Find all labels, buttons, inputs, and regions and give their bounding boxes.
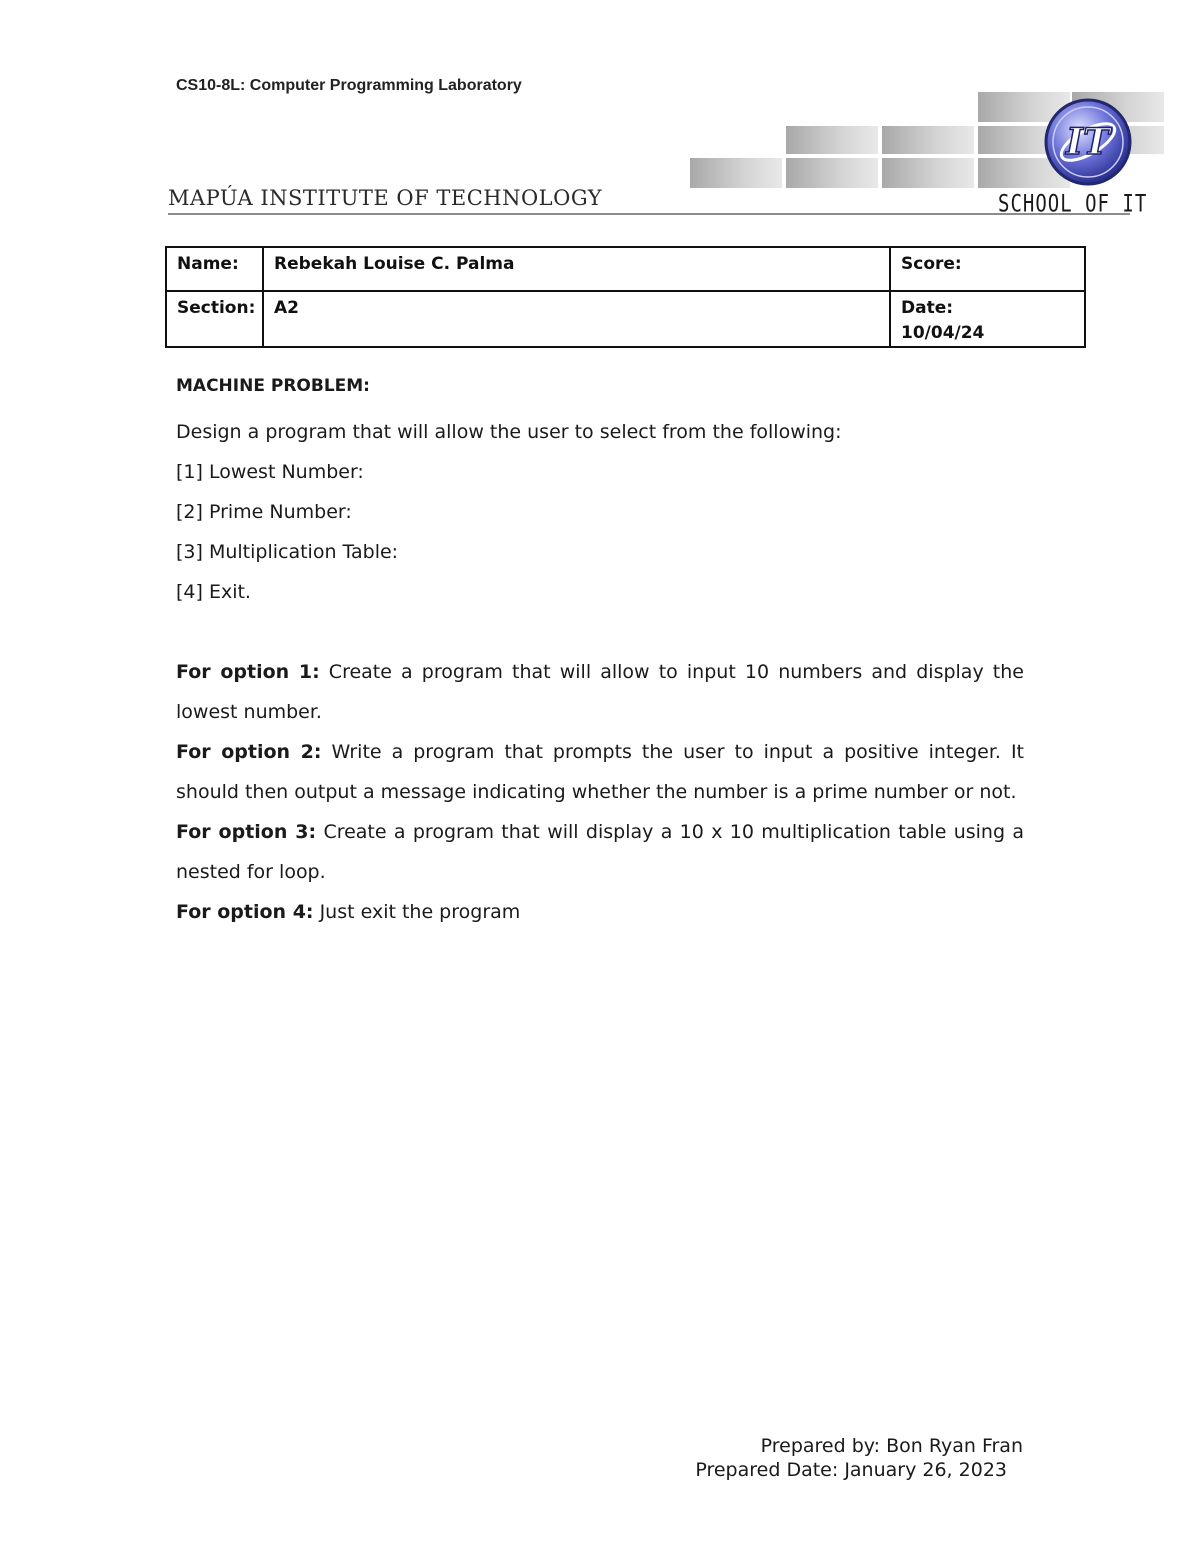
problem-intro: Design a program that will allow the user to select from the following: <box>176 421 842 443</box>
institute-name: MAPÚA INSTITUTE OF TECHNOLOGY <box>168 186 603 210</box>
prepared-by-line <box>695 1434 1023 1458</box>
score-label <box>890 247 1085 291</box>
table-row <box>166 291 1085 347</box>
prepared-date-line <box>695 1458 1007 1482</box>
option-text: Create a program that will display a 10 x 10 multiplication table using a nested for loop. <box>176 821 1025 883</box>
course-header-line <box>176 70 676 94</box>
section-label: Section: <box>166 291 263 347</box>
option-description <box>176 812 1024 892</box>
name-label: Name: <box>166 247 263 291</box>
problem-title: MACHINE PROBLEM: <box>176 376 370 396</box>
menu-item: [4] Exit. <box>176 581 251 603</box>
decor-block <box>786 158 878 188</box>
option-description <box>176 892 1024 932</box>
menu-item: [2] Prime Number: <box>176 501 352 523</box>
prepared-by-name: Bon Ryan Fran <box>886 1435 1023 1457</box>
decor-block <box>690 158 782 188</box>
prepared-date-label: Prepared Date: <box>695 1459 839 1481</box>
spacer <box>176 612 1024 652</box>
option-label: For option 3: <box>176 821 317 843</box>
option-label: For option 4: <box>176 901 314 923</box>
option-text: Just exit the program <box>319 901 521 923</box>
prepared-footer <box>695 1434 1023 1482</box>
option-text: Create a program that will allow to input 10 numbers and display the lowest number. <box>176 661 1024 723</box>
header-rule <box>168 213 1130 215</box>
option-description <box>176 732 1024 812</box>
option-label: For option 1: <box>176 661 320 683</box>
option-label: For option 2: <box>176 741 322 763</box>
date-label: Date: <box>901 298 954 318</box>
school-label: SCHOOL OF IT <box>998 190 1148 218</box>
menu-item: [1] Lowest Number: <box>176 461 364 483</box>
menu-item: [3] Multiplication Table: <box>176 541 399 563</box>
date-cell <box>890 291 1085 347</box>
machine-problem <box>176 374 1024 932</box>
decor-block <box>786 126 878 154</box>
section-value: A2 <box>263 291 890 347</box>
option-text: Write a program that prompts the user to input a positive integer. It should then output a message indicating whether the number is a prime number or not. <box>176 741 1024 803</box>
decor-block <box>882 158 974 188</box>
decor-block <box>882 126 974 154</box>
student-info-table <box>165 246 1086 348</box>
course-title: CS10-8L: Computer Programming Laboratory <box>176 77 522 94</box>
date-value: 10/04/24 <box>901 323 985 343</box>
score-label-text: Score: <box>901 254 962 274</box>
prepared-date-value: January 26, 2023 <box>844 1459 1007 1481</box>
table-row <box>166 247 1085 291</box>
school-logo-icon <box>1044 98 1132 186</box>
name-value: Rebekah Louise C. Palma <box>263 247 890 291</box>
logo-text: IT <box>1066 121 1110 163</box>
prepared-by-label: Prepared by: <box>760 1435 881 1457</box>
option-description <box>176 652 1024 732</box>
